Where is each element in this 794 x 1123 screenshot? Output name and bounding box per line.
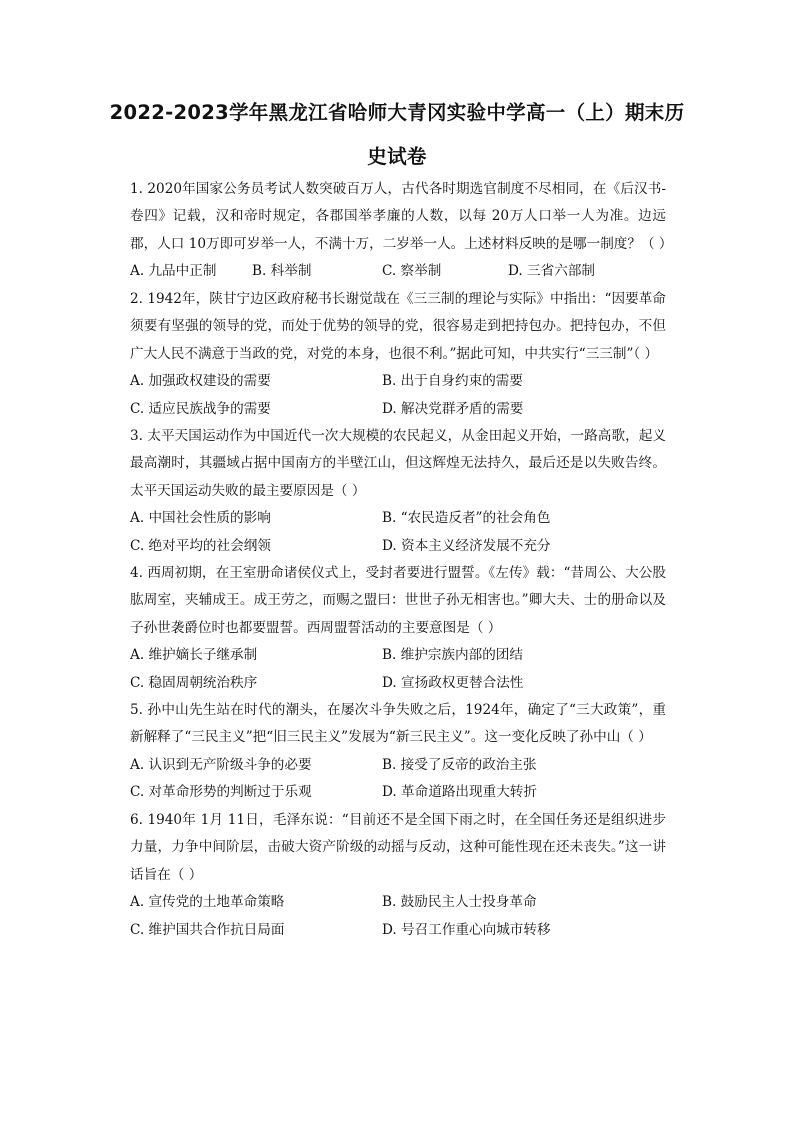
option-a: A. 认识到无产阶级斗争的必要 (130, 756, 312, 773)
question-5 (130, 697, 666, 807)
question-1 (130, 176, 673, 286)
exam-title-line-1: 2022-2023学年黑龙江省哈师大青冈实验中学高一（上）期末历 (109, 101, 685, 124)
option-c: C. 维护国共合作抗日局面 (130, 921, 285, 938)
exam-title-line-2: 史试卷 (367, 145, 427, 168)
option-c: C. 适应民族战争的需要 (130, 400, 271, 417)
option-row (130, 752, 666, 779)
question-stem: 2. 1942年，陕甘宁边区政府秘书长谢觉哉在《三三制的理论与实际》中指出：“因要革命须要有坚强的领导的党，而处于优势的领导的党，很容易走到把持包办。把持包办，不但广大人民不满意于当政的党，对党的本身，也很不利。”据此可知，中共实行“三三制”（ ） (130, 291, 666, 362)
option-row (130, 258, 666, 285)
option-row (130, 917, 666, 944)
option-row (130, 505, 666, 532)
option-c: C. 察举制 (382, 263, 442, 280)
question-stem: 6. 1940年 1月 11日，毛泽东说：“目前还不是全国下雨之时，在全国任务还是组织进步力量，力争中间阶层，击破大资产阶级的动摇与反动，这种可能性现在还未丧失。”这一讲话旨在（ ） (130, 812, 666, 883)
option-row (130, 779, 666, 806)
question-stem: 1. 2020年国家公务员考试人数突破百万人，古代各时期选官制度不尽相同，在《后汉书-卷四》记载，汉和帝时规定，各郡国举孝廉的人数，以每 20万人口举一人为准。边远郡，人口 10万即可岁举一人，不满十万，二岁举一人。上述材料反映的是哪一制度？（ ） (130, 181, 673, 252)
option-row (130, 642, 666, 669)
option-d: D. 宣扬政权更替合法性 (382, 674, 524, 691)
option-row (130, 670, 666, 697)
question-stem: 3. 太平天国运动作为中国近代一次大规模的农民起义，从金田起义开始，一路高歌，起义最高潮时，其疆域占据中国南方的半壁江山，但这辉煌无法持久，最后还是以失败告终。太平天国运动失败的最主要原因是（ ） (130, 428, 666, 499)
option-b: B. 科举制 (252, 263, 312, 280)
option-a: A. 维护嫡长子继承制 (130, 647, 258, 664)
question-6 (130, 807, 666, 944)
question-3 (130, 423, 666, 560)
option-a: A. 九品中正制 (130, 263, 217, 280)
question-stem: 4. 西周初期，在王室册命诸侯仪式上，受封者要进行盟誓。《左传》载：“昔周公、大公股肱周室，夹辅成王。成王劳之，而赐之盟曰：世世子孙无相害也。”卿大夫、士的册命以及子孙世袭爵位时也都要盟誓。西周盟誓活动的主要意图是（ ） (130, 565, 666, 636)
option-b: B. 鼓励民主人士投身革命 (382, 894, 537, 911)
option-a: A. 宣传党的土地革命策略 (130, 894, 285, 911)
option-row (130, 889, 666, 916)
option-c: C. 对革命形势的判断过于乐观 (130, 784, 312, 801)
option-d: D. 解决党群矛盾的需要 (382, 400, 524, 417)
option-a: A. 加强政权建设的需要 (130, 373, 271, 390)
option-b: B. 维护宗族内部的团结 (382, 647, 523, 664)
option-d: D. 资本主义经济发展不充分 (382, 537, 551, 554)
option-c: C. 绝对平均的社会纲领 (130, 537, 271, 554)
option-row (130, 368, 666, 395)
question-2 (130, 286, 666, 423)
option-row (130, 396, 666, 423)
question-stem: 5. 孙中山先生站在时代的潮头，在屡次斗争失败之后，1924年，确定了“三大政策”，重新解释了“三民主义”把“旧三民主义”发展为“新三民主义”。这一变化反映了孙中山（ ） (130, 702, 666, 746)
option-c: C. 稳固周朝统治秩序 (130, 674, 258, 691)
option-b: B. 出于自身约束的需要 (382, 373, 523, 390)
option-b: B. 接受了反帝的政治主张 (382, 756, 537, 773)
option-d: D. 革命道路出现重大转折 (382, 784, 537, 801)
option-a: A. 中国社会性质的影响 (130, 510, 271, 527)
option-row (130, 533, 666, 560)
option-b: B. “农民造反者”的社会角色 (382, 510, 551, 527)
question-4 (130, 560, 666, 697)
option-d: D. 三省六部制 (508, 263, 596, 280)
option-d: D. 号召工作重心向城市转移 (382, 921, 551, 938)
